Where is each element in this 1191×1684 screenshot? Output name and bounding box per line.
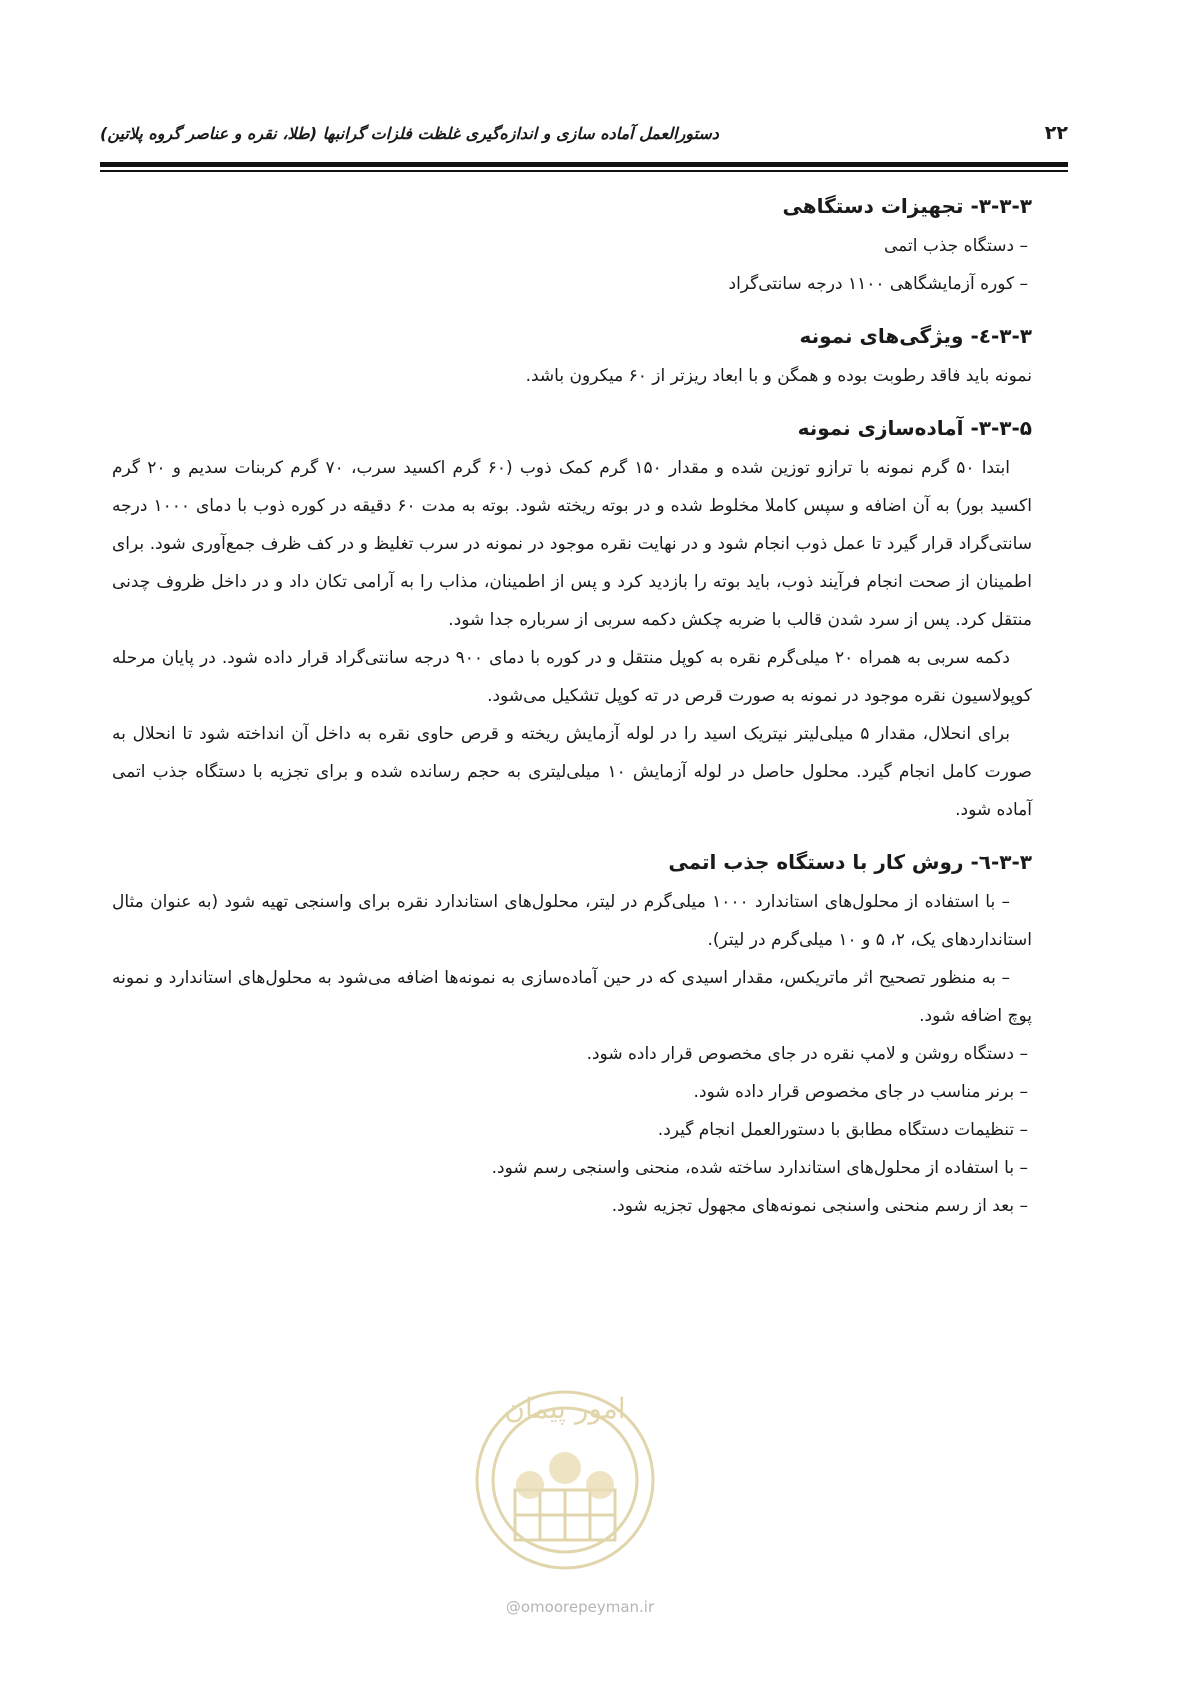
list-item: – دستگاه جذب اتمی [883,236,1028,256]
section-heading-sample-properties: ۳-۳-٤- ویژگی‌های نمونه [799,324,1032,348]
running-title: دستورالعمل آماده سازی و اندازه‌گیری غلظت فلزات گرانبها (طلا، نقره و عناصر گروه پلاتین) [100,123,719,143]
list-item: – دستگاه روشن و لامپ نقره در جای مخصوص قرار داده شود. [586,1044,1028,1064]
page-header [100,118,1068,148]
document-body [112,185,1032,1225]
section-heading-equipment: ۳-۳-۳- تجهیزات دستگاهی [782,194,1032,218]
header-rule-thick [100,162,1068,167]
page-number: ۲۲ [1044,122,1068,144]
header-rule-thin [100,170,1068,172]
list-item: – بعد از رسم منحنی واسنجی نمونه‌های مجهول تجزیه شود. [611,1196,1028,1216]
paragraph: – با استفاده از محلول‌های استاندارد ۱۰۰۰ میلی‌گرم در لیتر، محلول‌های استاندارد نقره برای واسنجی تهیه شود (به عنوان مثال استانداردهای یک، ۲، ۵ و ۱۰ میلی‌گرم در لیتر). [112,892,1032,950]
paragraph: نمونه باید فاقد رطوبت بوده و همگن و با ابعاد ریزتر از ۶۰ میکرون باشد. [525,366,1032,386]
watermark-url: @omoorepeyman.ir [505,1598,655,1616]
section-heading-sample-preparation: ۳-۳-۵- آماده‌سازی نمونه [797,416,1032,440]
watermark-logo-text: امور پیمان [504,1392,626,1425]
watermark-logo [470,1340,660,1590]
section-heading-procedure: ۳-۳-٦- روش کار با دستگاه جذب اتمی [668,850,1032,874]
list-item: – کوره آزمایشگاهی ۱۱۰۰ درجه سانتی‌گراد [728,274,1028,294]
list-item: – تنظیمات دستگاه مطابق با دستورالعمل انجام گیرد. [657,1120,1028,1140]
paragraph: ابتدا ۵۰ گرم نمونه با ترازو توزین شده و مقدار ۱۵۰ گرم کمک ذوب (۶۰ گرم اکسید سرب، ۷۰ گرم کربنات سدیم و ۲۰ گرم اکسید بور) به آن اضافه و سپس کاملا مخلوط شده و در بوته ریخته شود. بوته به مدت ۶۰ دقیقه در کوره ذوب با دمای ۱۰۰۰ درجه سانتی‌گراد قرار گیرد تا عمل ذوب انجام شود و در نهایت نقره موجود در نمونه در سرب تغلیظ و در کف ظرف جمع‌آوری شود. برای اطمینان از صحت انجام فرآیند ذوب، باید بوته را بازدید کرد و پس از اطمینان، مذاب را به آرامی تکان داد و در داخل ظروف چدنی منتقل کرد. پس از سرد شدن قالب با ضربه چکش دکمه سربی از سرباره جدا شود. [112,458,1032,630]
list-item: – برنر مناسب در جای مخصوص قرار داده شود. [693,1082,1028,1102]
paragraph: – به منظور تصحیح اثر ماتریکس، مقدار اسیدی که در حین آماده‌سازی به نمونه‌ها اضافه می‌شود به محلول‌های استاندارد و نمونه پوچ اضافه شود. [112,968,1032,1026]
list-item: – با استفاده از محلول‌های استاندارد ساخته شده، منحنی واسنجی رسم شود. [491,1158,1028,1178]
paragraph: دکمه سربی به همراه ۲۰ میلی‌گرم نقره به کوپل منتقل و در کوره با دمای ۹۰۰ درجه سانتی‌گراد قرار داده شود. در پایان مرحله کوپولاسیون نقره موجود در نمونه به صورت قرص در ته کوپل تشکیل می‌شود. [112,648,1032,706]
paragraph: برای انحلال، مقدار ۵ میلی‌لیتر نیتریک اسید را در لوله آزمایش ریخته و قرص حاوی نقره به داخل آن انداخته شود تا انحلال به صورت کامل انجام گیرد. محلول حاصل در لوله آزمایش ۱۰ میلی‌لیتری به حجم رسانده شده و برای تجزیه با دستگاه جذب اتمی آماده شود. [112,724,1032,820]
